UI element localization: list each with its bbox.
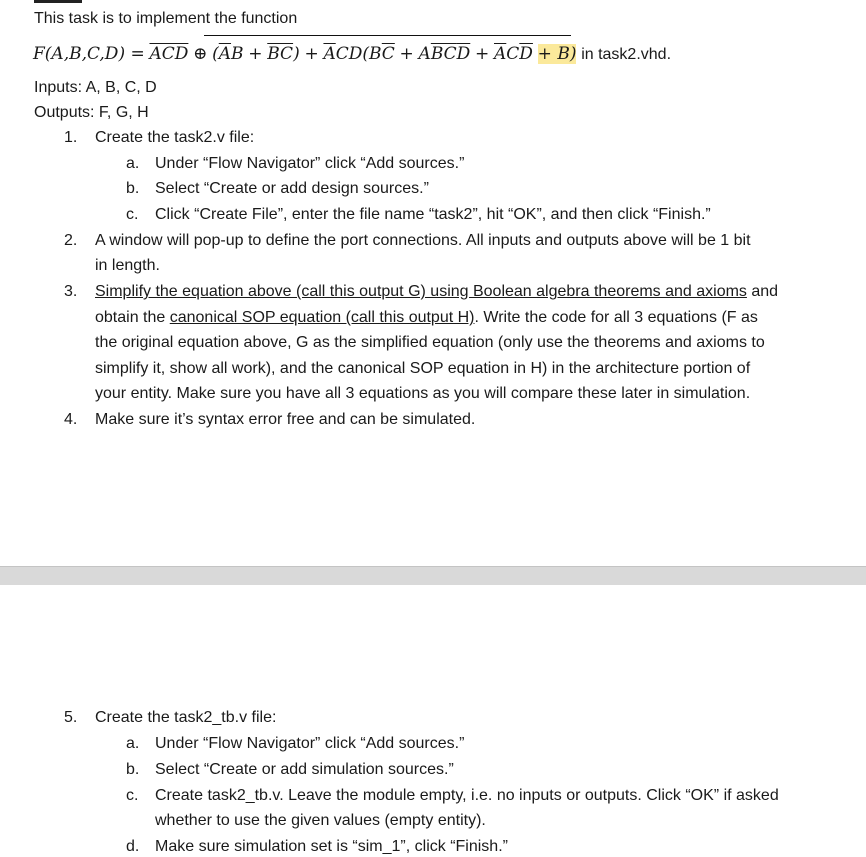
step-3-l2b: . Write the code for all 3 equations (F as <box>474 309 758 326</box>
substep-c-text: Click “Create File”, enter the file name “task2”, hit “OK”, and then click “Finish.” <box>155 206 711 223</box>
step-2-number: 2. <box>64 232 78 249</box>
equation-term-4b: $\overline{BC}$ <box>430 44 457 64</box>
equation-term-5: $\overline{A}$ <box>494 44 507 64</box>
equation-term-5b: C <box>506 44 520 64</box>
step-3-line-5: your entity. Make sure you have all 3 equations as you will compare these later in simulation. <box>95 385 751 402</box>
step-4-number: 4. <box>64 411 78 428</box>
inputs-line: Inputs: A, B, C, D <box>34 79 157 96</box>
equation-overbar <box>204 35 571 36</box>
equation-term-4: A <box>418 44 431 64</box>
step-3-l2a: obtain the <box>95 309 170 326</box>
step-3-rest-1: and <box>746 283 779 300</box>
equation-term-3c: $\overline{C}$ <box>381 44 395 64</box>
sim-substep-b-text: Select “Create or add simulation sources.” <box>155 761 454 778</box>
step-2-line-2: in length. <box>95 257 160 274</box>
step-5-text: Create the task2_tb.v file: <box>95 709 277 726</box>
step-3-line-4: simplify it, show all work), and the canonical SOP equation in H) in the architecture portion of <box>95 360 751 377</box>
sim-substep-a-number: a. <box>126 735 140 752</box>
substep-a-text: Under “Flow Navigator” click “Add sources.” <box>155 155 465 172</box>
plus-symbol: + <box>475 44 490 64</box>
sim-substep-c-line-1: Create task2_tb.v. Leave the module empty, i.e. no inputs or outputs. Click “OK” if asked <box>155 787 779 804</box>
equation-term-4c: $\overline{D}$ <box>456 44 471 64</box>
highlighted-term: + B) <box>537 44 577 64</box>
equation-term-2a: $\overline{A}$ <box>218 44 232 64</box>
substep-b-text: Select “Create or add design sources.” <box>155 180 429 197</box>
equation-term-5c: $\overline{D}$ <box>519 44 533 64</box>
step-3-line-1 <box>95 282 778 302</box>
sim-substep-a-text: Under “Flow Navigator” click “Add sources.” <box>155 735 465 752</box>
equation-term-1: $\overline{ACD}$ <box>149 44 189 64</box>
equation-term-2b: B <box>231 44 244 64</box>
step-5-number: 5. <box>64 709 78 726</box>
equation-term-3: $\overline{A}$ <box>323 44 336 64</box>
equation-open-paren: ( <box>212 44 219 64</box>
plus-symbol: + <box>304 44 319 64</box>
step-3-line-2 <box>95 308 758 328</box>
step-2-line-1: A window will pop-up to define the port connections. All inputs and outputs above will be 1 bit <box>95 232 751 249</box>
step-3-number: 3. <box>64 283 78 300</box>
equation-lhs: F(A,B,C,D) = <box>33 44 145 64</box>
function-equation <box>33 42 671 67</box>
sim-substep-d-text: Make sure simulation set is “sim_1”, click “Finish.” <box>155 838 508 855</box>
step-3-underline-1: Simplify the equation above (call this output G) using Boolean algebra theorems and axioms <box>95 283 747 300</box>
substep-a-number: a. <box>126 155 140 172</box>
equation-close-paren: ) <box>293 44 300 64</box>
equation-term-3b: CD(B <box>335 44 382 64</box>
intro-text: This task is to implement the function <box>34 10 298 27</box>
step-3-line-3: the original equation above, G as the simplified equation (only use the theorems and axioms to <box>95 334 765 351</box>
page-separator <box>0 566 866 585</box>
equation-term-2c: $\overline{BC}$ <box>267 44 294 64</box>
plus-symbol: + <box>248 44 263 64</box>
substep-c-number: c. <box>126 206 139 223</box>
step-1-text: Create the task2.v file: <box>95 129 255 146</box>
substep-b-number: b. <box>126 180 140 197</box>
equation-suffix: in task2.vhd. <box>581 46 672 63</box>
outputs-line: Outputs: F, G, H <box>34 104 149 121</box>
sim-substep-b-number: b. <box>126 761 140 778</box>
sim-substep-c-line-2: whether to use the given values (empty entity). <box>155 812 486 829</box>
step-4-text: Make sure it’s syntax error free and can be simulated. <box>95 411 476 428</box>
page-top-rule <box>34 0 82 3</box>
xor-symbol: ⊕ <box>193 44 208 64</box>
document-page-2 <box>0 585 866 857</box>
plus-symbol: + <box>399 44 414 64</box>
sim-substep-d-number: d. <box>126 838 140 855</box>
step-3-underline-2: canonical SOP equation (call this output H) <box>169 309 475 326</box>
sim-substep-c-number: c. <box>126 787 139 804</box>
step-1-number: 1. <box>64 129 78 146</box>
